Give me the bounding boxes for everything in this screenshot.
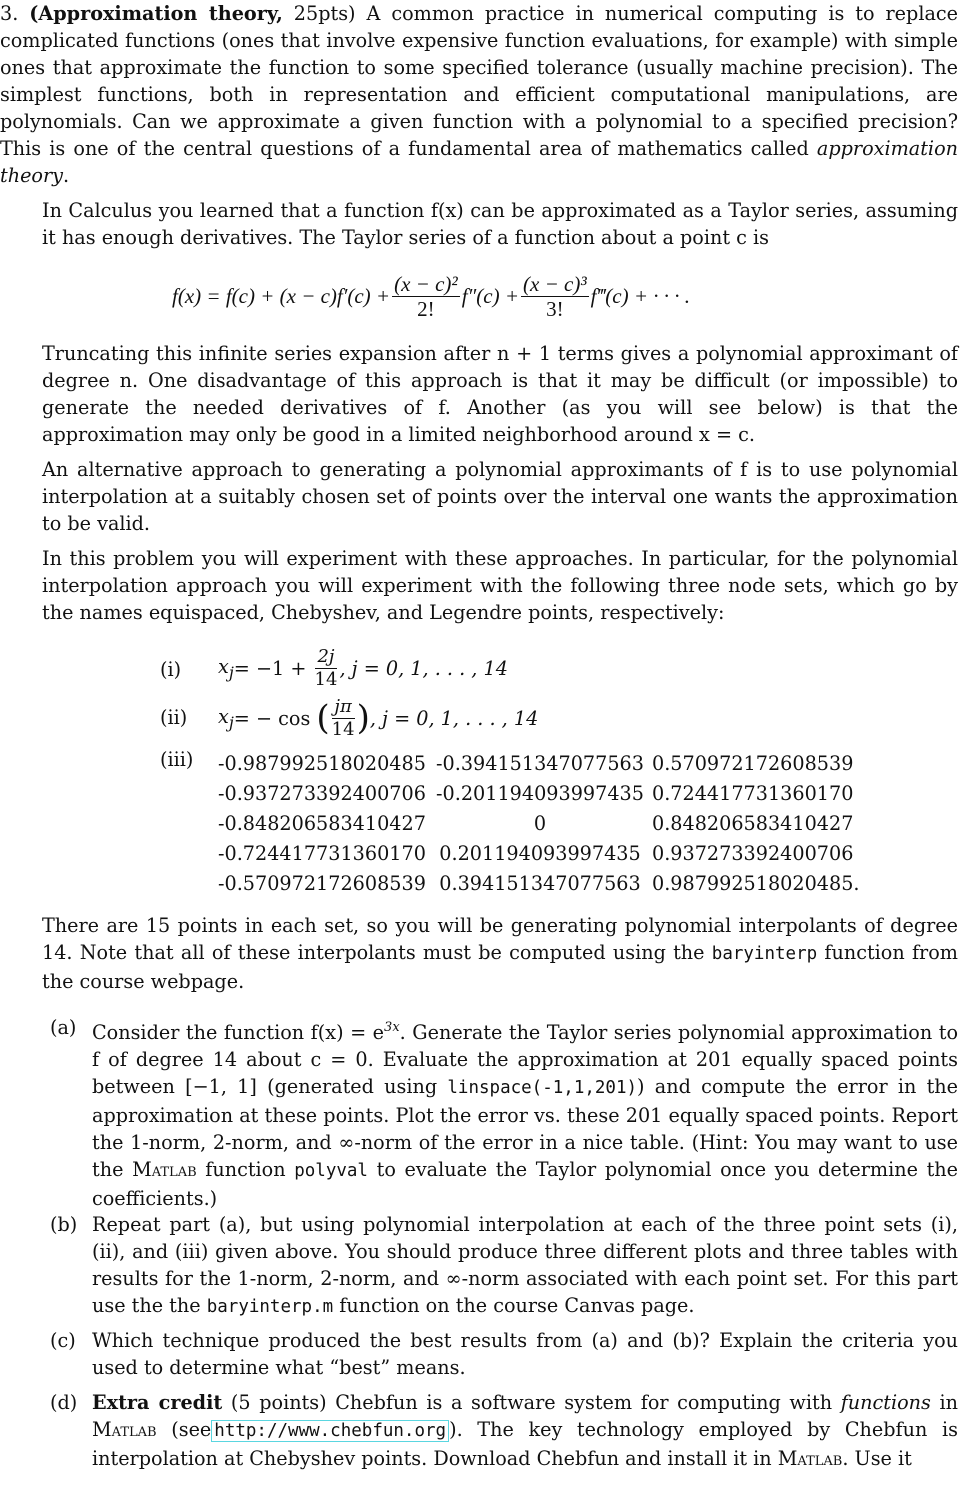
intro-end: . [63, 164, 70, 187]
linspace-code: linspace(-1,1,201) [447, 1078, 638, 1098]
part-a-text-1: Consider the function f(x) = e [92, 1021, 385, 1044]
legendre-points-table [218, 748, 860, 898]
node-set-ii-expression [218, 694, 538, 742]
extra-credit-label: Extra credit [92, 1391, 223, 1414]
part-a-text-5: to evaluate the Taylor polynomial once you determine the coefficients.) [92, 1158, 959, 1210]
part-a-text-4: function [205, 1158, 286, 1181]
right-paren: ) [356, 698, 370, 738]
part-a-text-3: ) and compute the error in the approximation at these points. Plot the error vs. these 201 equally spaced points. Report the 1-norm, 2-norm, and ∞-norm of the error in a nice table. (Hint: You may want to use the [92, 1075, 959, 1181]
intro-emphasis: approximation theory [0, 137, 958, 187]
matlab-name: Matlab [777, 1447, 843, 1470]
part-a-label: (a) [50, 1016, 77, 1039]
part-d-emphasis: functions [840, 1391, 931, 1414]
node-set-ii-denominator: 14 [331, 718, 355, 740]
legendre-value: -0.570972172608539 [218, 871, 426, 895]
node-set-i-fraction [315, 646, 338, 691]
legendre-value: 0.937273392400706 [652, 841, 854, 865]
taylor-formula [172, 266, 872, 326]
problem-number: 3. [0, 2, 19, 25]
experiment-paragraph: In this problem you will experiment with these approaches. In particular, for the polynomial interpolation approach you will experiment with the following three node sets, which go by the names equispaced, Chebyshev, and Legendre points, respectively: [42, 547, 958, 624]
part-b [50, 1211, 958, 1321]
legendre-row [218, 838, 860, 868]
legendre-value: 0.570972172608539 [652, 751, 854, 775]
formula-lhs: f(x) = f(c) + (x − c)f′(c) + [172, 283, 391, 308]
taylor-paragraph: In Calculus you learned that a function f(x) can be approximated as a Taylor series, assuming it has enough derivatives. The Taylor series of a function about a point c is [42, 199, 958, 249]
part-c [50, 1327, 958, 1381]
node-set-iii-label: (iii) [160, 748, 194, 771]
formula-term-2: f‴(c) + · · · . [590, 283, 691, 308]
fifteen-text-1: There are 15 points in each set, so you will be generating polynomial interpolants of degree 14. Note that all of these interpolants must be computed using the [42, 914, 958, 964]
left-paren: ( [316, 698, 330, 738]
fifteen-text-2: function from the course webpage. [42, 941, 958, 993]
legendre-value: 0 [533, 811, 547, 835]
x-subscript: j [228, 662, 234, 682]
chebfun-link[interactable]: http://www.chebfun.org [211, 1420, 449, 1442]
node-set-i-denominator: 14 [314, 669, 338, 690]
polyval-code: polyval [294, 1161, 368, 1181]
x-subscript: j [228, 712, 234, 732]
matlab-name: Matlab [92, 1418, 157, 1441]
node-set-i-label: (i) [160, 658, 182, 681]
x-variable: x [218, 704, 229, 728]
intro-text: A common practice in numerical computing is to replace complicated functions (ones that involve expensive function evaluations, for example) with simple ones that approximate the function to some specified tolerance (usually machine precision). The simplest functions, both in representation and efficient computational manipulations, are polynomials. Can we approximate a given function with a polynomial to a specified precision? This is one of the central questions of a fundamental area of mathematics called [0, 2, 958, 160]
baryinterp-code: baryinterp [711, 944, 818, 964]
truncating-paragraph: Truncating this infinite series expansion after n + 1 terms gives a polynomial approximant of degree n. One disadvantage of this approach is that it may be difficult (or impossible) to generate the needed derivatives of f. Another (as you will see below) is that the approximation may only be good in a limited neighborhood around x = c. [42, 342, 958, 446]
fraction-2-denominator: 3! [546, 296, 564, 321]
node-set-ii-numerator: jπ [332, 696, 355, 719]
problem-intro [0, 0, 958, 189]
formula-term-1: f″(c) + [461, 283, 520, 308]
formula-fraction-1 [392, 272, 460, 321]
legendre-row [218, 808, 860, 838]
fraction-1-denominator: 2! [417, 296, 435, 321]
baryinterp-m-code: baryinterp.m [206, 1297, 334, 1317]
node-set-i-range: , j = 0, 1, . . . , 14 [339, 657, 508, 680]
node-set-ii-label: (ii) [160, 706, 188, 729]
part-d-text-4: ). The key technology employed by Chebfun is interpolation at Chebyshev points. Download Chebfun and install it in [92, 1418, 958, 1470]
part-c-text: Which technique produced the best results from (a) and (b)? Explain the criteria you used to determine what “best” means. [92, 1329, 958, 1379]
part-d-text-2: in [939, 1391, 959, 1414]
legendre-value: 0.987992518020485. [652, 871, 860, 895]
node-set-i-numerator: 2j [315, 646, 338, 669]
fifteen-points-paragraph [42, 912, 958, 995]
part-b-text-2: function on the course Canvas page. [339, 1294, 695, 1317]
legendre-value: -0.937273392400706 [218, 781, 426, 805]
part-a [50, 1014, 958, 1212]
part-c-label: (c) [50, 1329, 76, 1352]
part-d-label: (d) [50, 1391, 78, 1414]
node-set-ii-range: , j = 0, 1, . . . , 14 [369, 706, 539, 730]
node-set-i [160, 646, 880, 694]
legendre-row [218, 778, 860, 808]
node-set-ii [160, 694, 880, 746]
node-set-i-expression [218, 646, 508, 691]
part-d [50, 1389, 958, 1472]
part-d-text-1: (5 points) Chebfun is a software system for computing with [230, 1391, 833, 1414]
matlab-name: Matlab [132, 1158, 197, 1181]
legendre-value: -0.848206583410427 [218, 811, 426, 835]
legendre-value: 0.394151347077563 [439, 871, 641, 895]
legendre-value: -0.987992518020485 [218, 751, 426, 775]
legendre-value: 0.848206583410427 [652, 811, 854, 835]
legendre-value: -0.201194093997435 [436, 781, 644, 805]
node-set-ii-equals: = − cos [233, 706, 311, 730]
legendre-row [218, 868, 860, 898]
legendre-row [218, 748, 860, 778]
part-d-text-5: . Use it [842, 1447, 912, 1470]
formula-fraction-2 [521, 272, 589, 321]
legendre-value: -0.394151347077563 [436, 751, 644, 775]
fraction-1-numerator: (x − c)² [394, 271, 458, 296]
node-set-i-equals: = −1 + [233, 657, 307, 680]
part-b-text-1: Repeat part (a), but using polynomial interpolation at each of the three point sets (i), (ii), and (iii) given above. You should produce three different plots and three tables with results for the 1-norm, 2-norm, and ∞-norm associated with each point set. For this part use the the [92, 1213, 958, 1317]
problem-points: 25pts) [293, 2, 356, 25]
legendre-value: 0.201194093997435 [439, 841, 641, 865]
legendre-value: -0.724417731360170 [218, 841, 426, 865]
problem-title: (Approximation theory, [29, 2, 283, 25]
legendre-value: 0.724417731360170 [652, 781, 854, 805]
node-set-ii-fraction [332, 696, 355, 741]
fraction-2-numerator: (x − c)³ [523, 271, 587, 296]
part-a-text-2: . Generate the Taylor series polynomial approximation to f of degree 14 about c = 0. Evaluate the approximation at 201 equally spaced points between [−1, 1] (generated using [92, 1021, 958, 1098]
part-b-label: (b) [50, 1213, 78, 1236]
part-a-exponent: 3x [384, 1020, 400, 1035]
alternative-paragraph: An alternative approach to generating a polynomial approximants of f is to use polynomial interpolation at a suitably chosen set of points over the interval one wants the approximation to be valid. [42, 458, 958, 535]
x-variable: x [218, 655, 229, 679]
part-d-text-3: (see [171, 1418, 212, 1441]
